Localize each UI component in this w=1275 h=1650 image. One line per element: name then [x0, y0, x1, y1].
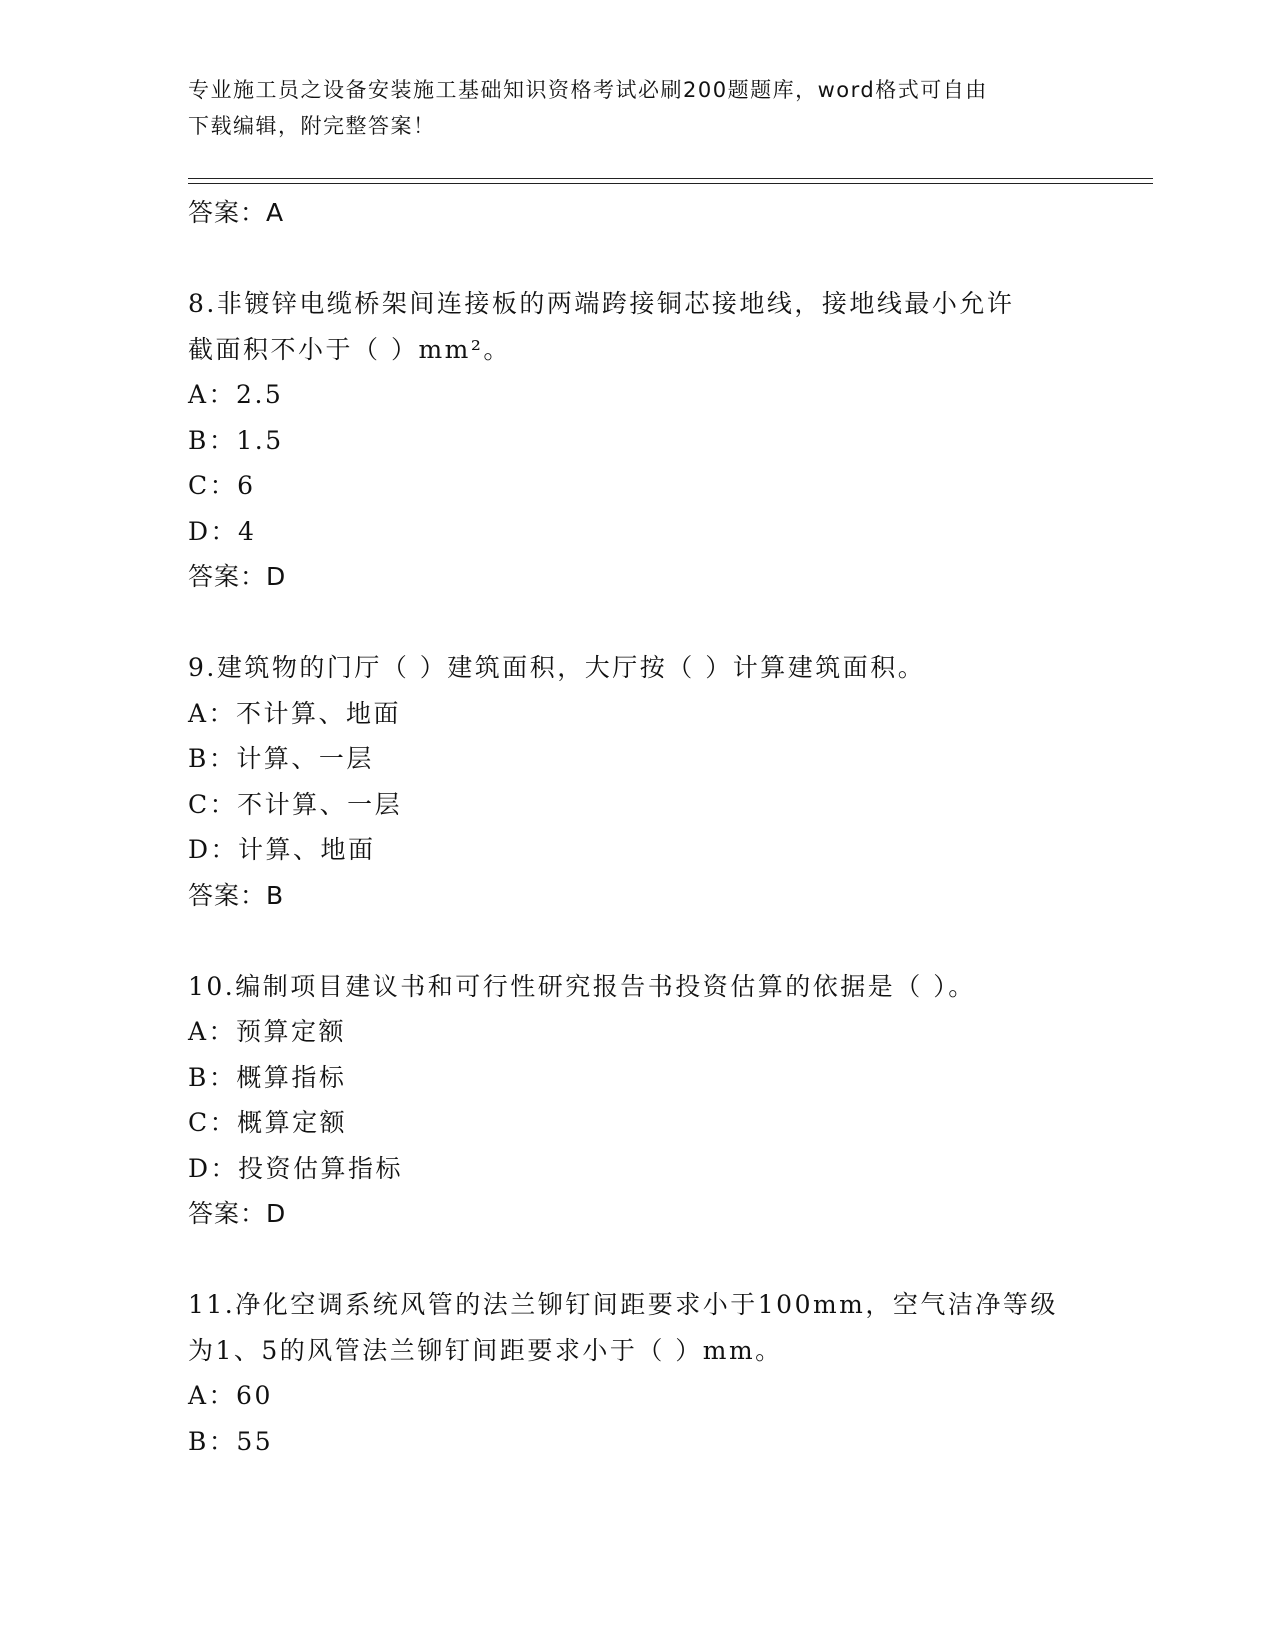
question-item [188, 281, 1153, 600]
option-a: A：2.5 [188, 380, 284, 409]
option-d: D：投资估算指标 [188, 1153, 404, 1183]
option-c: C：6 [188, 471, 256, 500]
option-a: A：预算定额 [188, 1017, 347, 1046]
spacer [188, 236, 1153, 282]
question-stem: 8.非镀锌电缆桥架间连接板的两端跨接铜芯接地线，接地线最小允许 [188, 289, 1015, 318]
answer-line: 答案：D [188, 562, 287, 591]
option-d: D：4 [188, 516, 257, 546]
answer-line: 答案：B [188, 880, 285, 910]
spacer [188, 1237, 1153, 1283]
option-c: C：不计算、一层 [188, 789, 403, 819]
question-item [188, 1282, 1153, 1464]
question-stem: 截面积不小于（ ）mm²。 [188, 334, 511, 364]
option-b: B：概算指标 [188, 1062, 347, 1092]
question-stem: 为1、5的风管法兰铆钉间距要求小于（ ）mm。 [188, 1335, 783, 1365]
question-stem: 11.净化空调系统风管的法兰铆钉间距要求小于100mm，空气洁净等级 [188, 1290, 1058, 1319]
option-b: B：1.5 [188, 425, 284, 455]
answer-line: 答案：D [188, 1199, 287, 1228]
option-a: A：不计算、地面 [188, 698, 402, 728]
question-stem: 9.建筑物的门厅（ ）建筑面积，大厅按（ ）计算建筑面积。 [188, 653, 926, 682]
option-d: D：计算、地面 [188, 835, 376, 864]
header-rule-bottom [188, 183, 1153, 184]
option-b: B：计算、一层 [188, 744, 374, 773]
answer-line: 答案：A [188, 198, 285, 227]
option-a: A：60 [188, 1381, 273, 1410]
question-item [188, 964, 1153, 1237]
page-header [188, 72, 1088, 144]
question-list [188, 190, 1153, 1464]
header-line-1: 专业施工员之设备安装施工基础知识资格考试必刷200题题库，word格式可自由 [188, 78, 988, 102]
spacer [188, 918, 1153, 964]
option-b: B：55 [188, 1426, 274, 1456]
header-line-2: 下载编辑，附完整答案！ [188, 114, 436, 138]
question-stem: 10.编制项目建议书和可行性研究报告书投资估算的依据是（ ）。 [188, 971, 976, 1001]
spacer [188, 600, 1153, 646]
option-c: C：概算定额 [188, 1108, 348, 1137]
header-rule-top [188, 178, 1153, 179]
question-item [188, 645, 1153, 918]
